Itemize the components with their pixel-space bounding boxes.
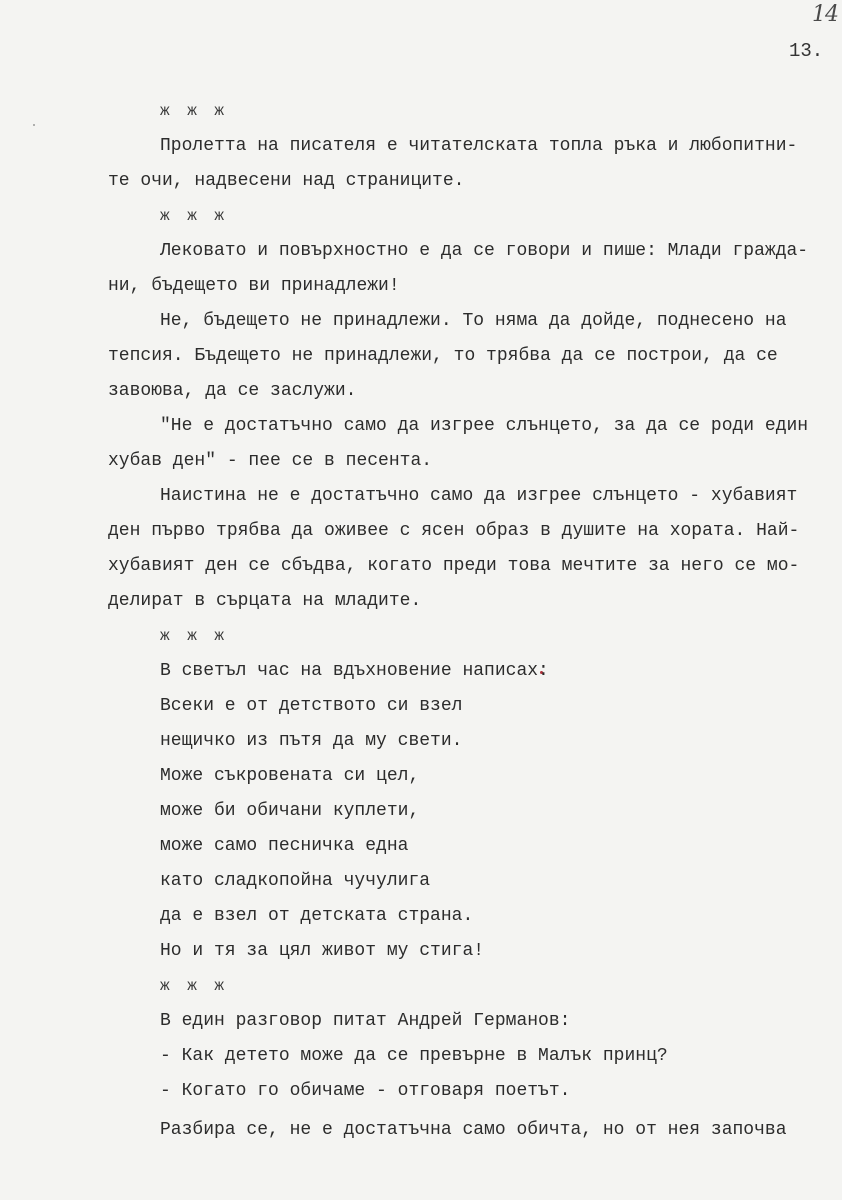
text-line: завоюва, да се заслужи.	[108, 381, 357, 401]
text-line: хубавият ден се сбъдва, когато преди това мечтите за него се мо-	[108, 556, 800, 576]
verse-line: нещичко из пътя да му свети.	[160, 731, 463, 751]
paper-speck	[33, 124, 35, 126]
section-separator: ж ж ж	[160, 207, 229, 225]
text-line: тепсия. Бъдещето не принадлежи, то трябва да се построи, да се	[108, 346, 778, 366]
page-number: 13.	[789, 40, 824, 62]
text-line: Разбира се, не е достатъчна само обичта, но от нея започва	[160, 1120, 787, 1140]
section-separator: ж ж ж	[160, 102, 229, 120]
handwritten-archive-number: 14	[812, 2, 838, 27]
typed-body-text	[108, 94, 823, 1148]
text-line: хубав ден" - пее се в песента.	[108, 451, 433, 471]
dialogue-line: - Как детето може да се превърне в Малък принц?	[160, 1046, 668, 1066]
section-separator: ж ж ж	[160, 977, 229, 995]
text-line: Пролетта на писателя е читателската топла ръка и любопитни-	[160, 136, 798, 156]
verse-line: като сладкопойна чучулига	[160, 871, 431, 891]
text-line: Лековато и повърхностно е да се говори и пише: Млади гражда-	[160, 241, 809, 261]
text-line: Наистина не е достатъчно само да изгрее слънцето - хубавият	[160, 486, 798, 506]
verse-line: да е взел от детската страна.	[160, 906, 474, 926]
verse-line: Всеки е от детството си взел	[160, 696, 463, 716]
text-line: В един разговор питат Андрей Германов:	[160, 1011, 571, 1031]
text-line: Не, бъдещето не принадлежи. То няма да дойде, поднесено на	[160, 311, 787, 331]
verse-line: може само песничка една	[160, 836, 409, 856]
section-separator: ж ж ж	[160, 627, 229, 645]
verse-line: може би обичани куплети,	[160, 801, 420, 821]
text-line: В светъл час на вдъхновение написах:	[160, 661, 549, 681]
verse-line: Но и тя за цял живот му стига!	[160, 941, 485, 961]
text-line: "Не е достатъчно само да изгрее слънцето, за да се роди един	[160, 416, 809, 436]
text-line: делират в сърцата на младите.	[108, 591, 422, 611]
text-line: ни, бъдещето ви принадлежи!	[108, 276, 400, 296]
verse-line: Може съкровената си цел,	[160, 766, 420, 786]
text-line: ден първо трябва да оживее с ясен образ в душите на хората. Най-	[108, 521, 800, 541]
dialogue-line: - Когато го обичаме - отговаря поетът.	[160, 1081, 571, 1101]
text-line: те очи, надвесени над страниците.	[108, 171, 465, 191]
